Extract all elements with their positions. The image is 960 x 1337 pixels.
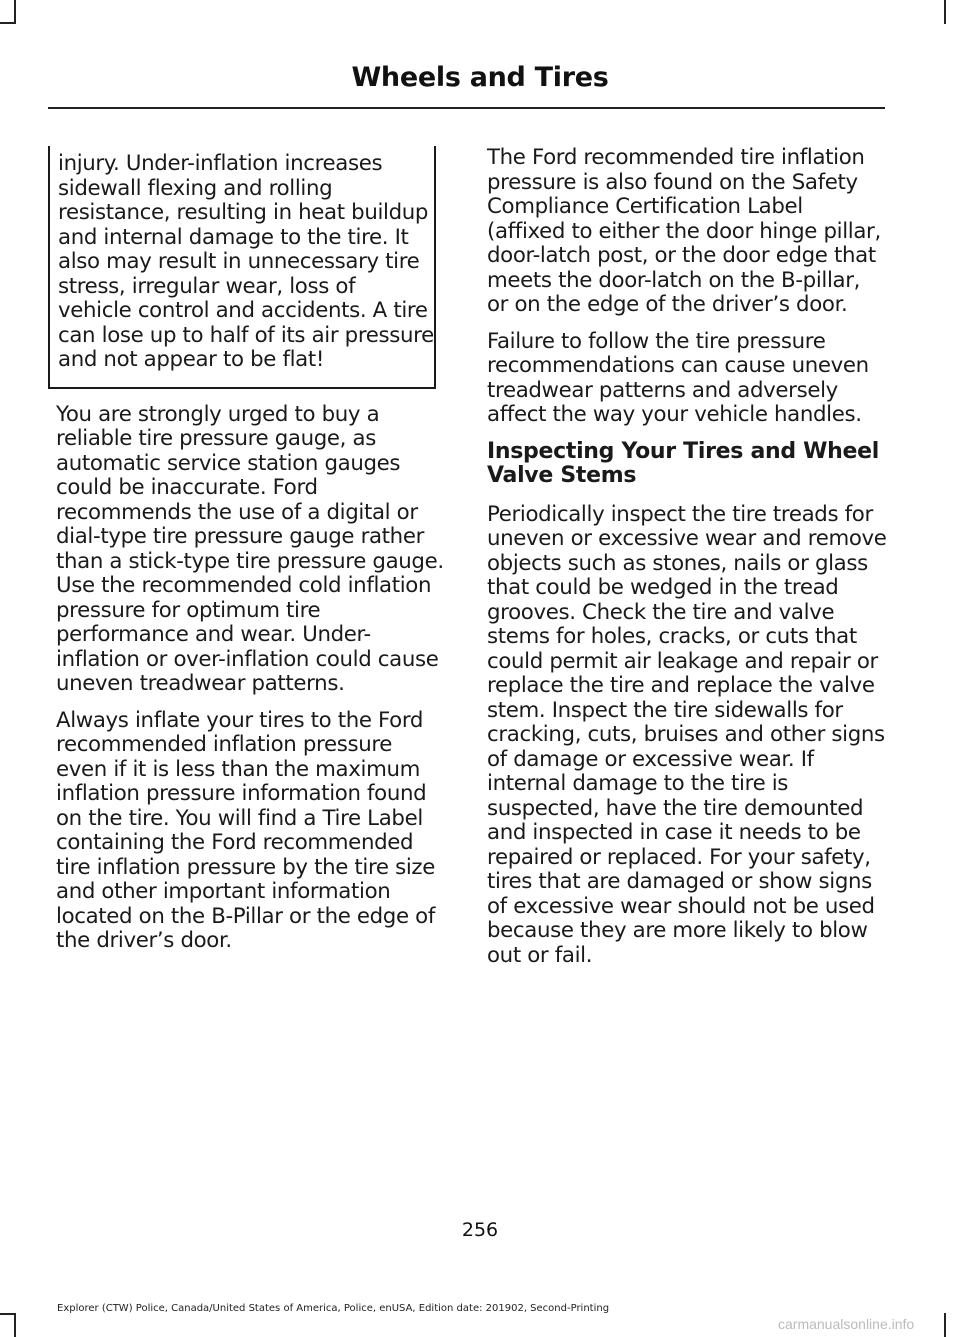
- warning-box: [48, 146, 436, 389]
- right-column: [487, 146, 887, 980]
- crop-mark-top-left-vertical: [14, 0, 16, 24]
- paragraph-inspect: Periodically inspect the tire treads for uneven or excessive wear and remove objects such as stones, nails or glass that could be wedged in the tread grooves. Check the tire and valve stems for holes, cracks, or cuts that could permit air leakage and repair or replace the tire and replace the valve stem. Inspect the tire sidewalls for cracking, cuts, bruises and other signs of damage or excessive wear. If internal damage to the tire is suspected, have the tire demounted and inspected in case it needs to be repaired or replaced. For your safety, tires that are damaged or show signs of excessive wear should not be used because they are more likely to blow out or fail.: [487, 501, 887, 968]
- edition-footer: Explorer (CTW) Police, Canada/United States of America, Police, enUSA, Edition date: 201902, Second-Printing: [57, 1303, 610, 1314]
- crop-mark-bottom-left-horizontal: [0, 1313, 16, 1315]
- crop-mark-bottom-left-vertical: [14, 1313, 16, 1337]
- paragraph-certification-label: The Ford recommended tire inflation pressure is also found on the Safety Compliance Certification Label (affixed to either the door hinge pillar, door-latch post, or the door edge that meets the door-latch on the B-pillar, or on the edge of the driver’s door.: [487, 145, 881, 317]
- header-divider: [48, 107, 885, 109]
- page-title: Wheels and Tires: [351, 62, 609, 93]
- paragraph-failure: Failure to follow the tire pressure recommendations can cause uneven treadwear patterns and adversely affect the way your vehicle handles.: [487, 328, 869, 427]
- paragraph-inflate: Always inflate your tires to the Ford recommended inflation pressure even if it is less than the maximum inflation pressure information found on the tire. You will find a Tire Label containing the Ford recommended tire inflation pressure by the tire size and other important information located on the B-Pillar or the edge of the driver’s door.: [56, 707, 435, 953]
- section-heading: Inspecting Your Tires and Wheel Valve Stems: [487, 438, 879, 488]
- crop-mark-top-left-horizontal: [0, 22, 16, 24]
- crop-mark-top-right: [944, 0, 946, 24]
- warning-text: injury. Under-inflation increases sidewall flexing and rolling resistance, resulting in heat buildup and internal damage to the tire. It also may result in unnecessary tire stress, irregular wear, loss of vehicle control and accidents. A tire can lose up to half of its air pressure and not appear to be flat!: [58, 151, 434, 372]
- crop-mark-bottom-right: [944, 1313, 946, 1337]
- left-column: [56, 146, 448, 966]
- page-number: 256: [461, 1219, 499, 1241]
- watermark: carmanualsonline.info: [778, 1316, 915, 1332]
- paragraph-gauge: You are strongly urged to buy a reliable tire pressure gauge, as automatic service station gauges could be inaccurate. Ford recommends the use of a digital or dial-type tire pressure gauge rather than a stick-type tire pressure gauge. Use the recommended cold inflation pressure for optimum tire performance and wear. Under-inflation or over-inflation could cause uneven treadwear patterns.: [56, 401, 444, 696]
